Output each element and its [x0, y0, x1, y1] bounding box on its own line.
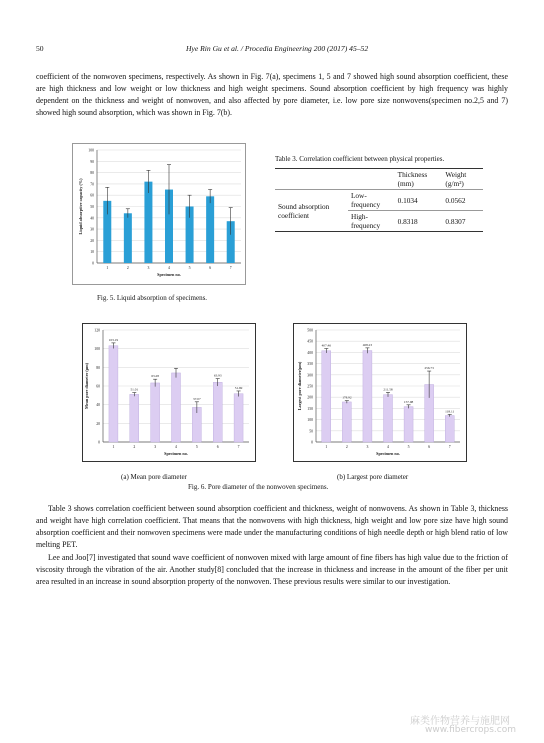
x-tick-label: 3 [366, 445, 369, 449]
cell-value: 0.0562 [442, 190, 483, 211]
x-tick-label: 5 [407, 445, 410, 449]
x-tick-label: 2 [345, 445, 348, 449]
paragraph-3: Lee and Joo[7] investigated that sound wave coefficient of nonwoven mixed with large amount of fine fibers has high value due to the friction of viscosity through the vibration of the air. Another study[8] concluded that the increase in thickness and increase in the amount of the fiber per unit area resulted in an increase in sound absorption property of the nonwoven. These previous results were similar to our investigation. [36, 553, 508, 586]
x-axis-label: Specimen no. [164, 451, 188, 456]
x-tick-label: 6 [428, 445, 431, 449]
y-axis-label: Largest pore diameter(μm) [297, 361, 302, 411]
x-tick-label: 1 [112, 445, 115, 449]
x-tick-label: 7 [448, 445, 451, 449]
data-label: 211.58 [383, 387, 393, 392]
y-tick-label: 20 [96, 421, 100, 426]
y-tick-label: 100 [88, 148, 94, 153]
bar [213, 382, 222, 442]
y-tick-label: 300 [307, 373, 313, 378]
bar [445, 416, 454, 442]
x-tick-label: 1 [325, 445, 328, 449]
data-label: 37.07 [193, 396, 201, 401]
y-tick-label: 120 [94, 328, 100, 333]
bar [151, 383, 160, 442]
col-thickness-header: Thickness (mm) [395, 169, 443, 190]
x-tick-label: 2 [133, 445, 136, 449]
data-label: 178.92 [342, 395, 352, 400]
y-tick-label: 60 [96, 384, 100, 389]
bar [404, 407, 413, 442]
y-tick-label: 100 [307, 418, 313, 423]
y-axis-label: Liquid absorptive capacity (%) [78, 178, 83, 235]
y-tick-label: 450 [307, 339, 313, 344]
bar [130, 394, 139, 442]
bar [342, 402, 351, 442]
journal-reference: Hye Rin Gu et al. / Procedia Engineering 200 (2017) 45–52 [186, 44, 369, 53]
figure-6-caption: Fig. 6. Pore diameter of the nonwoven specimens. [188, 483, 329, 491]
figure-6b-chart [293, 323, 467, 462]
x-tick-label: 1 [106, 266, 109, 270]
x-tick-label: 7 [229, 266, 232, 270]
cell-value: 0.8318 [395, 211, 443, 232]
y-tick-label: 50 [90, 205, 94, 209]
bar [322, 351, 331, 442]
bar [109, 346, 118, 442]
mean-pore-diameter-chart [83, 324, 255, 461]
figure-6a-chart [82, 323, 256, 462]
row-label: High-frequency [348, 211, 395, 232]
y-tick-label: 40 [90, 216, 94, 221]
y-tick-label: 70 [90, 182, 94, 187]
cell-value: 0.1034 [395, 190, 443, 211]
bar [124, 213, 132, 263]
data-label: 407.46 [321, 343, 331, 348]
y-tick-label: 0 [311, 440, 313, 445]
x-tick-label: 4 [175, 445, 177, 449]
x-tick-label: 3 [154, 445, 157, 449]
x-axis-label: Specimen no. [157, 272, 181, 277]
paragraph-1: coefficient of the nonwoven specimens, respectively. As shown in Fig. 7(a), specimens 1, 5 and 7 showed high sound absorption coefficient, these are high thickness and low weight or low thickness and high weight specimens. Sound absorption coefficient by high frequency was highly dependent on the thickness and weight of nonwoven, and also affected by pore diameter, i.e. low pore size nonwovens(specimen no.2,5 and 7) showed high sound absorption, which was shown in Fig. 7(b). [36, 72, 508, 117]
data-label: 51.69 [234, 385, 243, 390]
y-tick-label: 30 [90, 227, 94, 232]
figure-6a-caption: (a) Mean pore diameter [121, 473, 187, 481]
figure-5-caption: Fig. 5. Liquid absorption of specimens. [97, 294, 208, 302]
y-tick-label: 0 [92, 261, 94, 266]
row-group-label: Sound absorption coefficient [275, 190, 348, 232]
correlation-table [275, 168, 483, 232]
x-tick-label: 3 [147, 266, 150, 270]
y-tick-label: 150 [307, 406, 313, 411]
col-weight-header: Weight (g/m²) [442, 169, 483, 190]
y-tick-label: 90 [90, 159, 94, 164]
paragraph-2: Table 3 shows correlation coefficient between sound absorption coefficient and thickness, weight of nonwovens. As shown in Table 3, thickness and weight have high correlation coefficient. That means that the nonwovens with high thickness, high weight and low pore size have high sound absorption coefficient and their nonwoven specimens were made under the manufacturing conditions of high needle depth or high blend ratio of low melting PET. [36, 504, 508, 549]
bar [206, 196, 214, 263]
bar [363, 351, 372, 442]
data-label: 51.01 [130, 387, 139, 392]
y-tick-label: 10 [90, 250, 94, 255]
page-number: 50 [36, 44, 44, 53]
data-label: 256.73 [424, 366, 434, 371]
figure-5-chart [72, 143, 246, 285]
bar [234, 394, 243, 442]
y-tick-label: 80 [90, 171, 94, 176]
x-tick-label: 5 [195, 445, 198, 449]
data-label: 103.19 [108, 337, 119, 342]
bar [384, 395, 393, 442]
bar [172, 373, 181, 442]
y-tick-label: 100 [94, 347, 100, 352]
y-tick-label: 400 [307, 350, 313, 355]
y-tick-label: 50 [309, 429, 313, 434]
y-tick-label: 350 [307, 362, 313, 367]
data-label: 157.98 [403, 399, 414, 404]
y-tick-label: 20 [90, 238, 94, 243]
figure-6b-caption: (b) Largest pore diameter [337, 473, 409, 481]
data-label: 118.11 [445, 409, 455, 414]
x-tick-label: 6 [209, 266, 212, 270]
row-label: Low-frequency [348, 190, 395, 211]
y-tick-label: 60 [90, 193, 94, 198]
bar [144, 182, 152, 263]
x-tick-label: 4 [387, 445, 389, 449]
watermark-cn: 麻类作物营养与施肥网 [410, 716, 510, 727]
x-tick-label: 7 [237, 445, 240, 449]
liquid-absorption-chart [73, 144, 245, 284]
x-tick-label: 4 [168, 266, 170, 270]
data-label: 63.93 [213, 373, 222, 378]
x-tick-label: 6 [216, 445, 219, 449]
y-tick-label: 0 [98, 440, 100, 445]
y-tick-label: 500 [307, 328, 313, 333]
data-label: 63.28 [151, 374, 159, 379]
table-row [275, 190, 483, 211]
data-label: 408.23 [362, 342, 373, 347]
y-tick-label: 40 [96, 403, 100, 408]
watermark-url: www.fibercrops.com [425, 725, 516, 735]
table-3-caption: Table 3. Correlation coefficient between physical properties. [275, 155, 445, 163]
largest-pore-diameter-chart [294, 324, 466, 461]
y-tick-label: 80 [96, 365, 100, 370]
table-header-row [275, 169, 483, 190]
y-tick-label: 200 [307, 395, 313, 400]
x-tick-label: 2 [126, 266, 129, 270]
y-tick-label: 250 [307, 384, 313, 389]
y-axis-label: Mean pore diameter (μm) [84, 362, 89, 410]
cell-value: 0.8307 [442, 211, 483, 232]
x-axis-label: Specimen no. [376, 451, 400, 456]
x-tick-label: 5 [188, 266, 191, 270]
